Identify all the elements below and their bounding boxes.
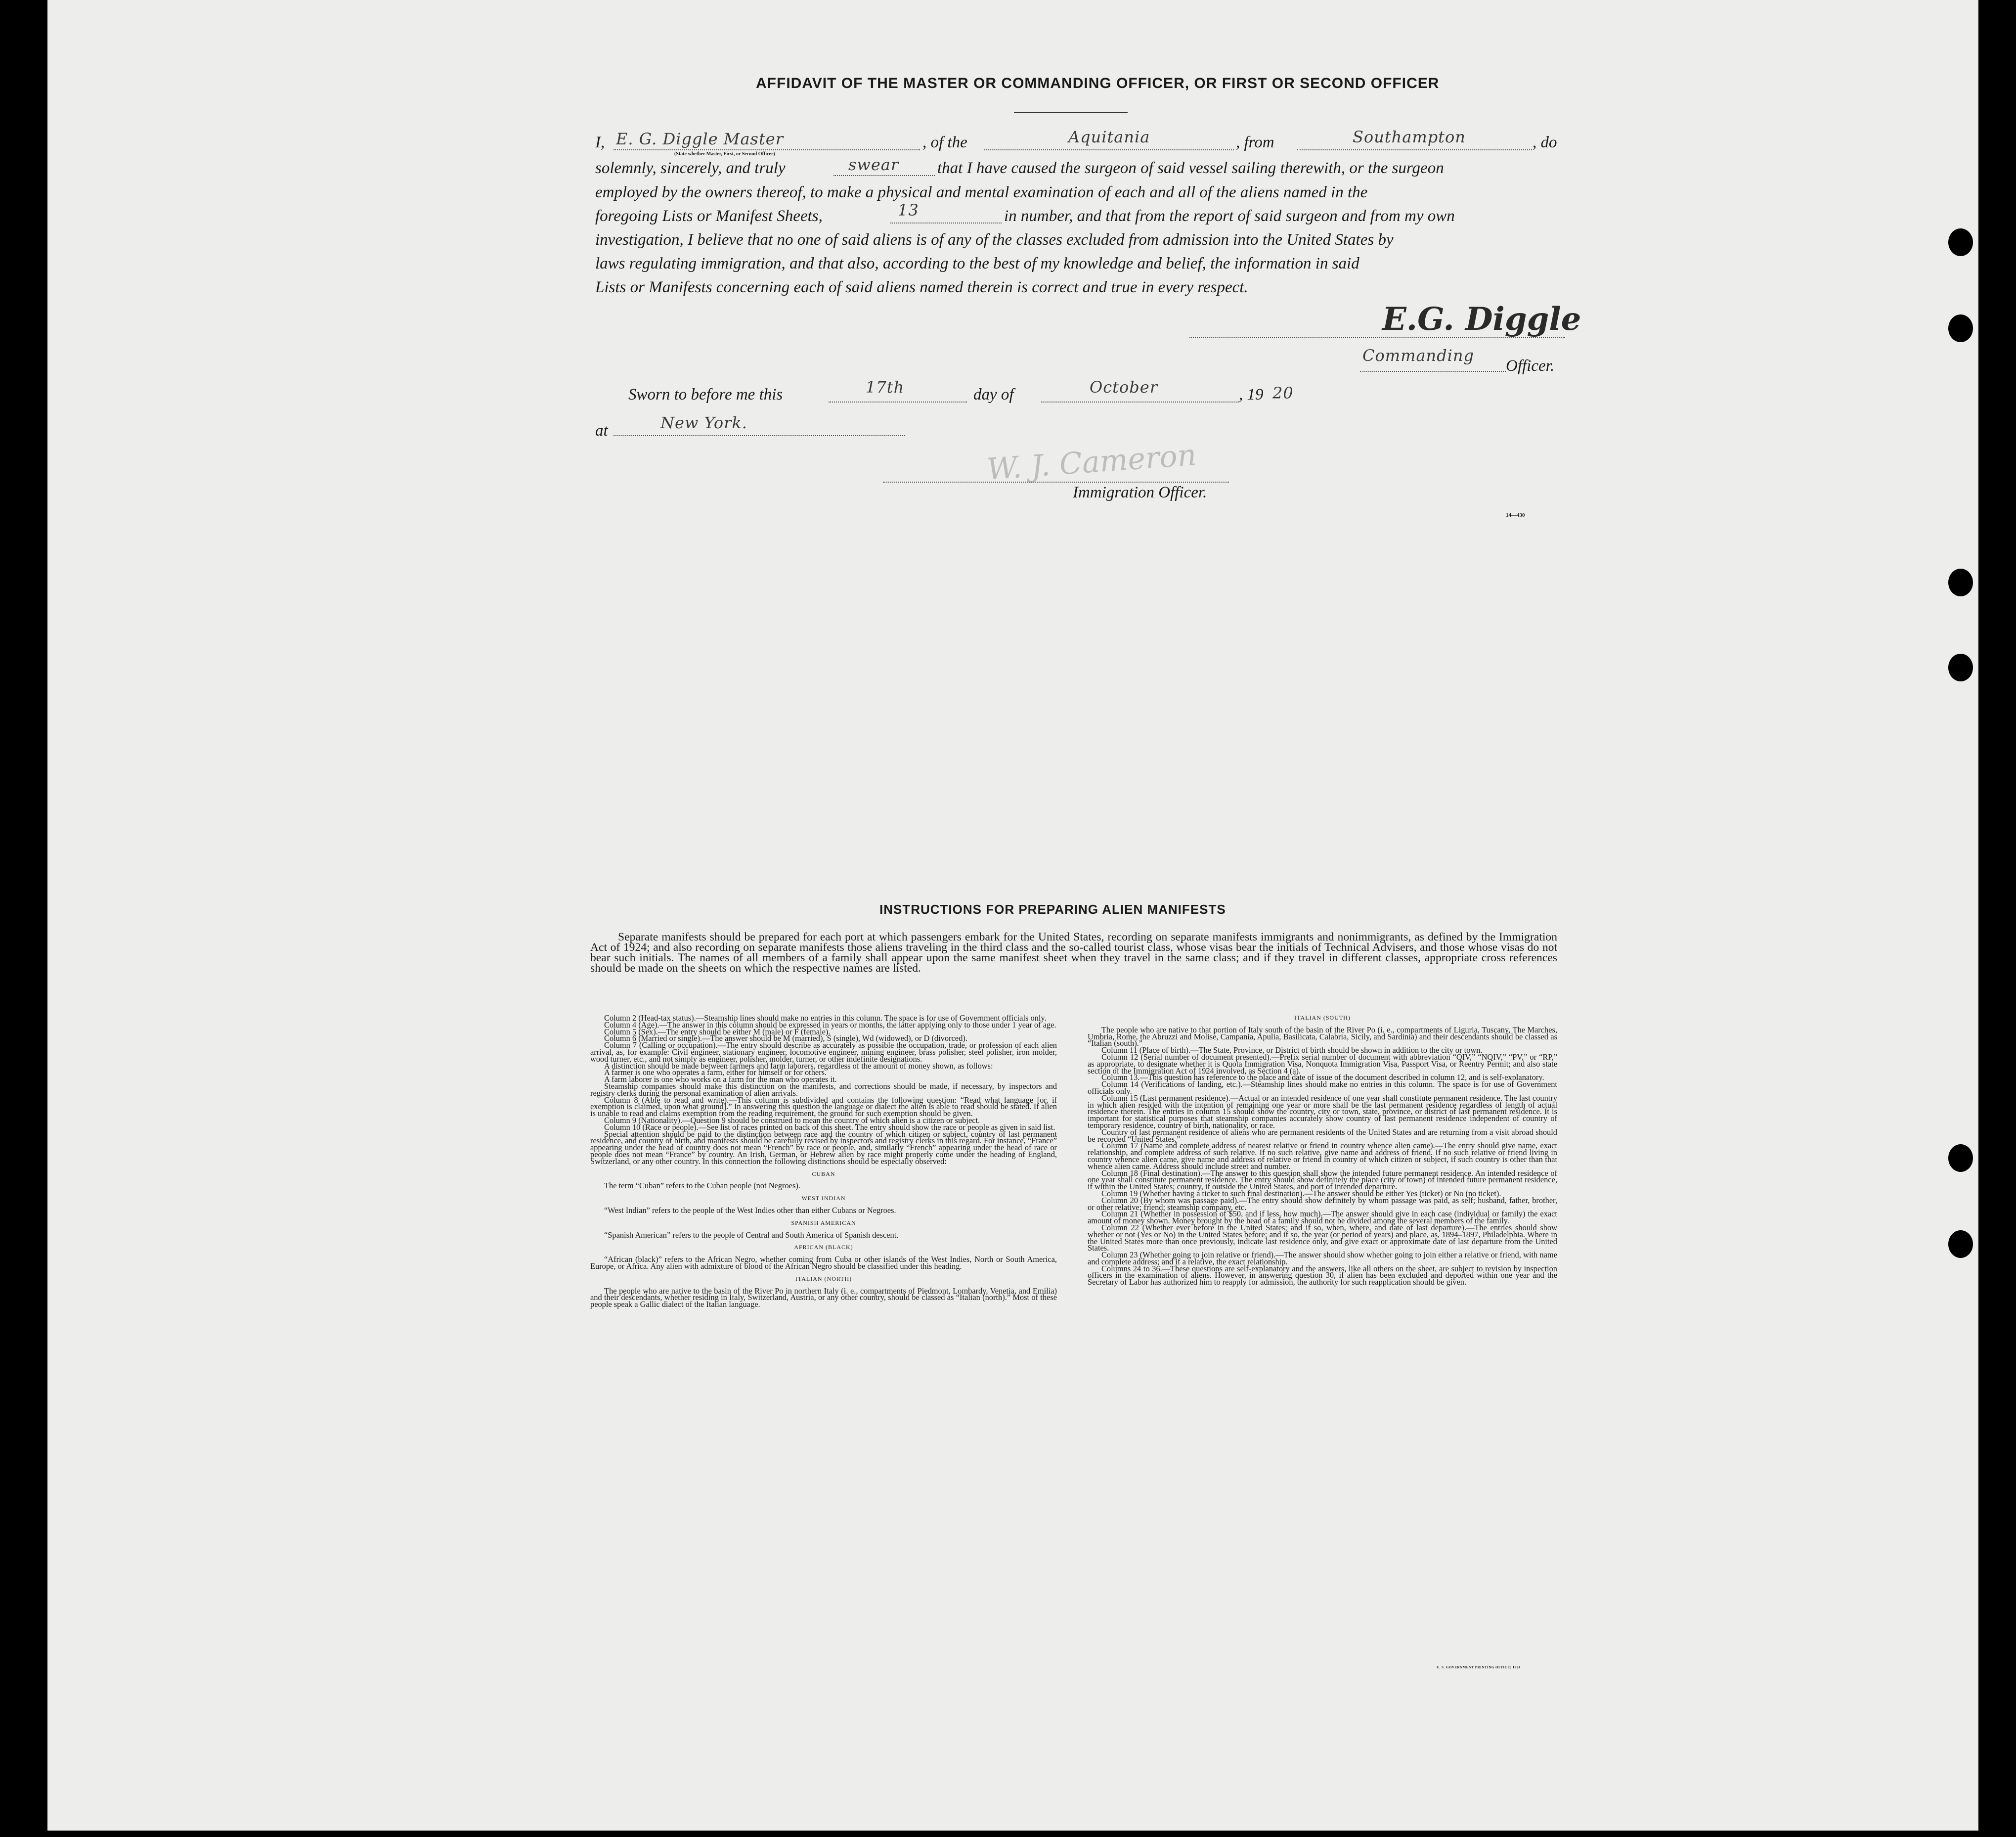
punch-hole: [1948, 569, 1973, 596]
right-para: Column 22 (Whether ever before in the United States; and if so, when, where, and date of last departure).—The entries should show whether or not (Yes or No) in the United States before; and if so, the year (or period of years) and place, as, 1894–1897, Philadelphia. Where in the United States more than once previously, indicate last residence only, and give exact or approximate date of last departure from the United States.: [1088, 1222, 1557, 1253]
immigration-label: Immigration Officer.: [1073, 484, 1207, 501]
sworn-pre: Sworn to before me this: [628, 386, 783, 403]
sworn-year: 20: [1272, 384, 1294, 403]
immigration-signature: W. J. Cameron: [986, 438, 1198, 487]
master-signature: E.G. Diggle: [1382, 301, 1581, 338]
section-heading: ITALIAN (SOUTH): [1294, 1015, 1351, 1021]
signature-line: [1189, 337, 1565, 338]
affidavit-line3: employed by the owners thereof, to make a physical and mental examination of each and all of the aliens named in the: [595, 183, 1368, 201]
left-para: The term “Cuban” refers to the Cuban people (not Negroes).: [604, 1181, 800, 1191]
count-line: [890, 223, 1002, 224]
left-para: The people who are native to the basin of the River Po in northern Italy (i. e., compartments of Piedmont, Lombardy, Venetia, and Emilia) and their descendants, whether residing in Italy, Switzerland, Austria, or any other country, should be classed as “Italian (north).” Most of these people speak a Gallic dialect of the Italian language.: [590, 1286, 1057, 1309]
right-para: Column 21 (Whether in possession of $50, and if less, how much).—The answer should give in each case (individual or family) the exact amount of money shown. Money brought by the head of a family should not be divided among the several members of the family.: [1088, 1209, 1557, 1226]
right-para: Column 23 (Whether going to join relative or friend).—The answer should show whether going to join either a relative or friend, with name and complete address; and if a relative, the exact relationship.: [1088, 1250, 1557, 1266]
oath-word: swear: [848, 155, 899, 174]
left-para: Steamship companies should make this distinction on the manifests, and corrections should be made, if necessary, by inspectors and registry clerks during the personal examination of alien arrivals.: [590, 1081, 1057, 1098]
right-para: Column 13.—This question has reference to the place and date of issue of the document described in column 12, and is self-explanatory.: [1101, 1073, 1544, 1082]
instructions-right-column: [1088, 1015, 1557, 1674]
right-para: Column 20 (By whom was passage paid).—The entry should show definitely by whom passage was paid, as self; husband, father, brother, or other relative; friend; steamship company, etc.: [1088, 1195, 1557, 1212]
right-para: Column 12 (Serial number of document presented).—Prefix serial number of document with abbreviation “QIV,” “NQIV,” “PV,” or “RP,” as appropriate, to designate whether it is Quota Immigration Visa, Nonquota Immigration Visa, Passport Visa, or Reentry Permit; and also state section of the Immigration Act of 1924 involved, as Section 4 (a).: [1088, 1052, 1557, 1075]
day-line: [829, 402, 967, 403]
rank-note: (State whether Master, First, or Second Officer): [674, 151, 775, 157]
oath-line: [833, 175, 935, 176]
left-para: A farmer is one who operates a farm, either for himself or for others.: [604, 1068, 827, 1077]
left-para: A distinction should be made between farmers and farm laborers, regardless of the amount of money shown, as follows:: [604, 1061, 993, 1071]
right-para: Column 14 (Verifications of landing, etc.).—Steamship lines should make no entries in this column. The space is for use of Government officials only.: [1088, 1079, 1557, 1096]
right-para: Columns 24 to 36.—These questions are self-explanatory and the answers, like all others on the sheet, are subject to revision by inspection officers in the examination of aliens. However, in answering question 30, if alien has been excluded and deported within one year and the Secretary of Labor has authorized him to reapply for admission, the authority for such reapplication should be given.: [1088, 1263, 1557, 1287]
ship-name: Aquitania: [1068, 128, 1150, 146]
left-para: Column 8 (Able to read and write).—This column is subdivided and contains the following question: “Read what language [or, if exemption is claimed, upon what ground].” In answering this question the language or dialect the alien is able to read should be stated. If alien is unable to read and claims exemption from the reading requirement, the ground for such exemption should be given.: [590, 1095, 1057, 1119]
right-para: Column 19 (Whether having a ticket to such final destination).—The answer should be either Yes (ticket) or No (no ticket).: [1101, 1188, 1501, 1198]
left-para: Column 2 (Head-tax status).—Steamship lines should make no entries in this column. The space is for use of Government officials only.: [604, 1015, 1047, 1023]
printer-imprint: U. S. GOVERNMENT PRINTING OFFICE: 1924: [1437, 1665, 1521, 1669]
instructions-intro: Separate manifests should be prepared for each port at which passengers embark for the United States, recording on separate manifests immigrants and nonimmigrants, as defined by the Immigration Act of 1924; and also recording on separate manifests those aliens traveling in the third class and the so-called tourist class, whose visas bear the initials of Technical Advisers, and those whose visas do not bear such initials. The names of all members of a family shall appear upon the same manifest sheet when they travel in the same class; and if they travel in different classes, appropriate cross references should be made on the sheets on which the respective names are listed.: [590, 931, 1557, 975]
affidavit-line7: Lists or Manifests concerning each of said aliens named therein is correct and true in every respect.: [595, 278, 1248, 296]
sworn-month: October: [1090, 378, 1158, 397]
sworn-at: at: [595, 422, 608, 440]
right-para: Column 15 (Last permanent residence).—Actual or an intended residence of one year shall constitute permanent residence. The last country in which alien resided with the intention of remaining one year or more shall be the last permanent residence regardless of length of actual residence therein. The entries in column 15 should show the country, city or town, state, province, or district of last permanent residence. It is important for statistical purposes that steamship companies accurately show country of last permanent residence independent of country of temporary residence, country of birth, nationality, or race.: [1088, 1093, 1557, 1130]
section-heading: CUBAN: [812, 1170, 835, 1177]
immigration-line: [883, 482, 1229, 483]
officer-rank-line: [1360, 371, 1506, 372]
section-heading: ITALIAN (NORTH): [795, 1275, 852, 1282]
right-para: Country of last permanent residence of aliens who are permanent residents of the United States and are returning from a visit abroad should be recorded “United States.”: [1088, 1127, 1557, 1144]
right-para: Column 17 (Name and complete address of nearest relative or friend in country whence alien came).—The entry should give name, exact relationship, and complete address of such relative. If no such relative, give name and address of friend. If no such relative or friend living in country whence alien came, give name and address of relative or friend in country of which citizen or subject, if such country is other than that whence alien came. Address should include street and number.: [1088, 1141, 1557, 1171]
sworn-year-prefix: , 19: [1239, 386, 1264, 403]
left-para: “West Indian” refers to the people of the West Indies other than either Cubans or Negroes.: [604, 1205, 896, 1215]
affidavit-line4-post: in number, and that from the report of said surgeon and from my own: [1004, 207, 1455, 225]
sheet-count: 13: [898, 201, 919, 220]
ship-line: [984, 149, 1234, 150]
affidavit-i: I,: [595, 134, 605, 151]
officer-rank: Commanding: [1362, 346, 1474, 365]
left-para: “African (black)” refers to the African Negro, whether coming from Cuba or other islands of the West Indies, North or South America, Europe, or Africa. Any alien with admixture of blood of the African Negro should be classified under this heading.: [590, 1255, 1057, 1271]
section-heading: SPANISH AMERICAN: [791, 1219, 856, 1226]
punch-hole: [1948, 228, 1973, 256]
left-para: Column 10 (Race or people).—See list of races printed on back of this sheet. The entry should show the race or people as given in said list.: [604, 1122, 1055, 1132]
left-para: Special attention should be paid to the distinction between race and the country of which citizen or subject, country of last permanent residence, and country of birth, and manifests should be carefully revised by inspectors and registry clerks in this regard. For instance, “France” appearing under the head of country does not mean “French” by race or people, and, similarly “French” appearing under the head of race or people does not mean “France” by country. An Irish, German, or Hebrew alien by race might properly come under the heading of England, Switzerland, or any other country. In this connection the following distinctions should be especially observed:: [590, 1129, 1057, 1166]
affidavit-line5: investigation, I believe that no one of said aliens is of any of the classes excluded from admission into the United States by: [595, 231, 1394, 249]
left-para: “Spanish American” refers to the people of Central and South America of Spanish descent.: [604, 1230, 899, 1240]
from-label: , from: [1236, 134, 1274, 151]
left-para: Column 6 (Married or single).—The answer should be M (married), S (single), Wd (widowed), or D (divorced).: [604, 1033, 967, 1043]
do-label: , do: [1533, 134, 1557, 151]
sworn-day: 17th: [866, 378, 905, 397]
sworn-day-of: day of: [973, 386, 1014, 403]
instructions-title: INSTRUCTIONS FOR PREPARING ALIEN MANIFESTS: [879, 902, 1226, 917]
master-name-line: [614, 149, 920, 150]
affidavit-title: AFFIDAVIT OF THE MASTER OR COMMANDING OFFICER, OR FIRST OR SECOND OFFICER: [756, 75, 1440, 91]
punch-hole: [1948, 1230, 1973, 1258]
punch-hole: [1948, 654, 1973, 681]
manifest-sheet: [47, 0, 1978, 1831]
punch-hole: [1948, 314, 1973, 342]
left-para: Column 5 (Sex).—The entry should be either M (male) or F (female).: [604, 1027, 831, 1036]
master-name: E. G. Diggle Master: [616, 130, 784, 148]
departure-port: Southampton: [1353, 128, 1466, 146]
right-para: The people who are native to that portion of Italy south of the basin of the River Po (i. e., compartments of Liguria, Tuscany, The Marches, Umbria, Rome, the Abruzzi and Molise, Campania, Apulia, Basilicata, Calabria, Sicily, and Sardinia) and their descendants should be classed as “Italian (south).”: [1088, 1025, 1557, 1048]
section-heading: WEST INDIAN: [801, 1195, 846, 1202]
affidavit-line2-pre: solemnly, sincerely, and truly: [595, 159, 786, 177]
sworn-place: New York.: [660, 413, 747, 432]
affidavit-line2-post: that I have caused the surgeon of said vessel sailing therewith, or the surgeon: [937, 159, 1444, 177]
left-para: Column 7 (Calling or occupation).—The entry should describe as accurately as possible the occupation, trade, or profession of each alien arrival, as, for example: Civil engineer, stationary engineer, locomotive engineer, mining engineer, brass polisher, steel polisher, iron molder, wood turner, etc., and not simply as engineer, polisher, molder, turner, or other indefinite designations.: [590, 1040, 1057, 1064]
of-the: , of the: [922, 134, 967, 151]
officer-label: Officer.: [1506, 357, 1555, 375]
right-para: Column 11 (Place of birth).—The State, Province, or District of birth should be shown in addition to the city or town.: [1101, 1045, 1483, 1055]
instructions-left-column: [590, 1015, 1057, 1674]
punch-hole: [1948, 1144, 1973, 1172]
port-line: [1297, 149, 1532, 150]
section-heading: AFRICAN (BLACK): [794, 1244, 853, 1251]
month-line: [1041, 402, 1239, 403]
left-para: Column 4 (Age).—The answer in this column should be expressed in years or months, the latter applying only to those under 1 year of age.: [604, 1020, 1056, 1030]
affidavit-line6: laws regulating immigration, and that also, according to the best of my knowledge and belief, the information in said: [595, 255, 1359, 272]
left-para: A farm laborer is one who works on a farm for the man who operates it.: [604, 1075, 837, 1084]
affidavit-line4-pre: foregoing Lists or Manifest Sheets,: [595, 207, 823, 225]
left-para: Column 9 (Nationality).—Question 9 should be construed to mean the country of which alien is a citizen or subject.: [604, 1115, 980, 1125]
form-code: 14—430: [1506, 512, 1525, 518]
place-line: [614, 435, 905, 436]
title-rule: [1014, 112, 1128, 113]
right-para: Column 18 (Final destination).—The answer to this question shall show the intended future permanent residence. An intended residence of one year shall constitute permanent residence. The entry should show definitely the place (city or town) of intended future permanent residence, if within the United States; country, if outside the United States, and port of intended departure.: [1088, 1168, 1557, 1192]
